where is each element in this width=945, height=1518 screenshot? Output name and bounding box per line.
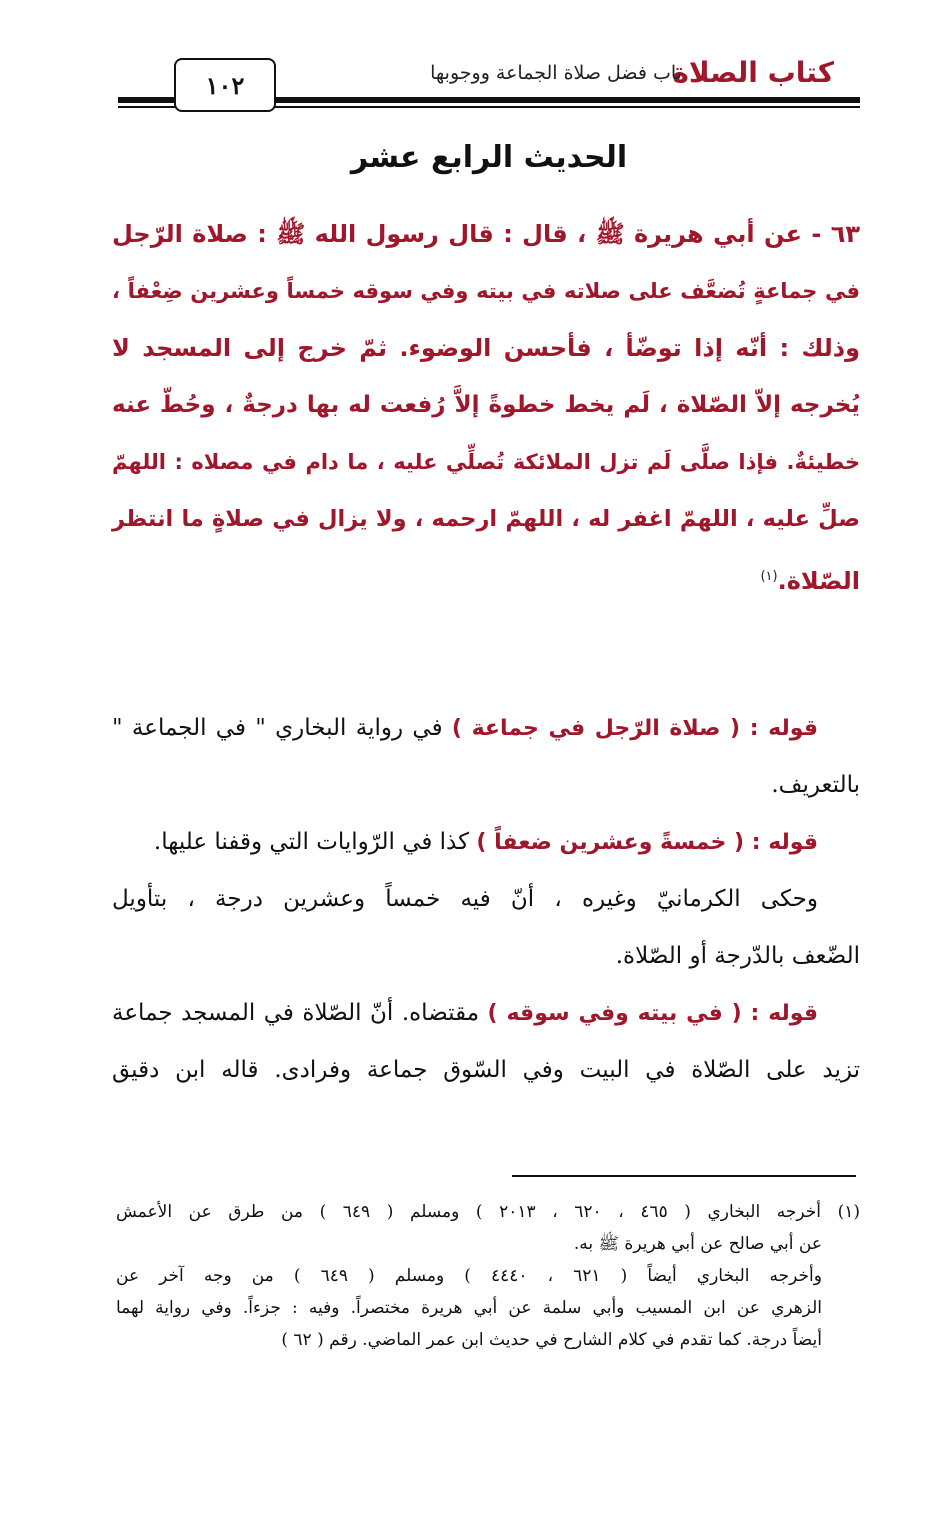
page-number-box [174, 58, 276, 112]
hadith-line: ٦٣ - عن أبي هريرة ﷺ ، قال : قال رسول الله ﷺ : صلاة الرّجل [112, 220, 860, 248]
commentary-line: تزيد على الصّلاة في البيت وفي السّوق جماعة وفرادى. قاله ابن دقيق [112, 1057, 860, 1083]
commentary-keyword: قوله : ( خمسةً وعشرين ضعفاً ) [476, 830, 818, 855]
hadith-line: خطيئةٌ. فإذا صلَّى لَم تزل الملائكة تُصلِّي عليه ، ما دام في مصلاه : اللهمّ [112, 450, 860, 474]
hadith-line: في جماعةٍ تُضعَّف على صلاته في بيته وفي سوقه خمساً وعشرين ضِعْفاً ، [112, 279, 860, 303]
commentary-text: في رواية البخاري " في الجماعة " [112, 715, 452, 741]
footnote-line: أيضاً درجة. كما تقدم في كلام الشارح في حديث ابن عمر الماضي. رقم ( ٦٢ ) [281, 1330, 822, 1350]
book-title: كتاب الصلاة [672, 56, 834, 89]
footnote-rule [512, 1175, 856, 1177]
commentary-text: كذا في الرّوايات التي وقفنا عليها. [153, 829, 477, 855]
commentary-keyword: قوله : ( صلاة الرّجل في جماعة ) [451, 716, 818, 741]
hadith-line: صلِّ عليه ، اللهمّ اغفر له ، اللهمّ ارحمه ، ولا يزال في صلاةٍ ما انتظر [112, 506, 860, 532]
hadith-line: يُخرجه إلاّ الصّلاة ، لَم يخط خطوةً إلاَّ رُفعت له بها درجةٌ ، وحُطّ عنه [112, 392, 860, 418]
commentary [112, 700, 860, 1099]
hadith-line-last [112, 548, 860, 605]
hadith-last-text: الصّلاة. [777, 567, 860, 595]
commentary-line [112, 985, 860, 1042]
footnote-marker[interactable]: (١) [760, 569, 778, 584]
footnotes [116, 1196, 860, 1356]
page-number: ١٠٢ [205, 70, 245, 100]
hadith-text [112, 206, 860, 605]
commentary-line: وحكى الكرمانيّ وغيره ، أنّ فيه خمساً وعشرين درجة ، بتأويل [112, 886, 818, 912]
page-header [118, 52, 860, 102]
commentary-text: مقتضاه. أنّ الصّلاة في المسجد جماعة [112, 1000, 488, 1026]
commentary-line: الضّعف بالدّرجة أو الصّلاة. [615, 943, 860, 969]
commentary-line [112, 700, 860, 757]
footnote-line: عن أبي صالح عن أبي هريرة ﷺ به. [573, 1234, 822, 1254]
footnote-line: (١) أخرجه البخاري ( ٤٦٥ ، ٦٢٠ ، ٢٠١٣ ) ومسلم ( ٦٤٩ ) من طرق عن الأعمش [116, 1202, 860, 1222]
commentary-line [112, 814, 860, 871]
chapter-title: باب فضل صلاة الجماعة ووجوبها [430, 62, 682, 84]
hadith-line: وذلك : أنّه إذا توضّأ ، فأحسن الوضوء. ثمّ خرج إلى المسجد لا [112, 334, 860, 362]
hadith-heading: الحديث الرابع عشر [350, 140, 628, 175]
footnote-line: وأخرجه البخاري أيضاً ( ٦٢١ ، ٤٤٤٠ ) ومسلم ( ٦٤٩ ) من وجه آخر عن [116, 1266, 822, 1286]
footnote-line: الزهري عن ابن المسيب وأبي سلمة عن أبي هريرة مختصراً. وفيه : جزءاً. وفي رواية لهما [116, 1298, 822, 1318]
commentary-keyword: قوله : ( في بيته وفي سوقه ) [487, 1001, 818, 1026]
commentary-line: بالتعريف. [771, 772, 860, 798]
